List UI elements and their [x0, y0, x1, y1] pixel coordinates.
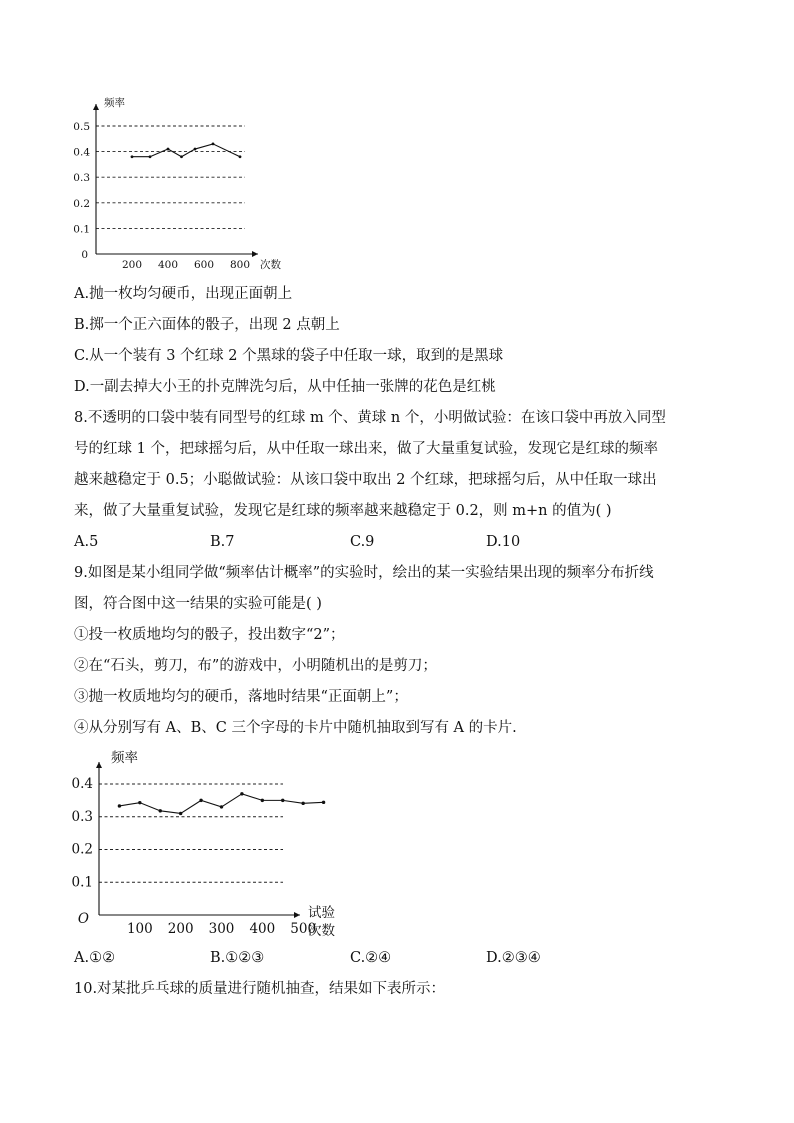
x-tick-label: 200: [121, 259, 143, 271]
q8-option-d[interactable]: D.10: [486, 534, 521, 550]
y-axis-arrow: [93, 104, 99, 110]
data-point: [239, 155, 242, 158]
x-tick-label: 100: [126, 921, 153, 937]
q8-text-line: 来，做了大量重复试验，发现它是红球的频率越来越稳定于 0.2，则 m+n 的值为( ): [74, 503, 612, 519]
x-axis-label: 次数: [308, 923, 335, 939]
data-point: [301, 802, 304, 805]
q8-option-b[interactable]: B.7: [210, 534, 235, 550]
x-tick-label: 500: [290, 921, 317, 937]
y-tick-label: 0.3: [73, 172, 90, 185]
x-tick-label: 200: [167, 921, 194, 937]
y-tick-label: 0.2: [71, 841, 93, 858]
y-tick-label: 0.5: [73, 121, 90, 133]
data-point: [261, 799, 264, 802]
data-point: [149, 155, 152, 158]
data-point: [159, 809, 162, 812]
y-tick-label: 0.4: [71, 776, 93, 792]
x-axis-arrow: [294, 912, 300, 918]
data-point: [180, 155, 183, 158]
q7-option-a[interactable]: A.抛一枚均匀硬币，出现正面朝上: [74, 286, 293, 302]
data-point: [138, 801, 141, 804]
q7-option-d[interactable]: D.一副去掉大小王的扑克牌洗匀后，从中任抽一张牌的花色是红桃: [74, 379, 496, 395]
data-point: [179, 812, 182, 815]
q9-option-c[interactable]: C.②④: [350, 950, 392, 966]
data-point: [131, 155, 134, 158]
data-point: [118, 804, 121, 807]
series-line: [132, 144, 240, 157]
q9-option-a[interactable]: A.①②: [74, 950, 116, 966]
x-tick-label: 400: [249, 921, 276, 937]
data-point: [167, 148, 170, 151]
q7-option-b[interactable]: B.掷一个正六面体的骰子，出现 2 点朝上: [74, 317, 340, 333]
x-axis-arrow: [252, 251, 258, 257]
q9-statement-3: ③抛一枚质地均匀的硬币，落地时结果“正面朝上”；: [74, 689, 408, 705]
series-line: [119, 794, 323, 814]
q8-text-line: 8.不透明的口袋中装有同型号的红球 m 个、黄球 n 个，小明做试验：在该口袋中再放入同型: [74, 410, 666, 426]
x-axis-label: 次数: [260, 259, 281, 271]
q9-statement-1: ①投一枚质地均匀的骰子，投出数字“2”；: [74, 627, 345, 643]
data-point: [194, 148, 197, 151]
data-point: [220, 805, 223, 808]
q9-statement-4: ④从分别写有 A、B、C 三个字母的卡片中随机抽取到写有 A 的卡片.: [74, 720, 517, 736]
y-axis-label: 频率: [111, 750, 138, 766]
x-tick-label: 300: [208, 921, 235, 937]
y-tick-label: 0.2: [73, 197, 90, 210]
x-axis-label: 试验: [308, 905, 335, 921]
data-point: [212, 143, 215, 146]
q9-option-d[interactable]: D.②③④: [486, 950, 541, 966]
y-axis-label: 频率: [104, 97, 125, 109]
x-tick-label: 800: [229, 259, 251, 271]
data-point: [281, 799, 284, 802]
q8-option-a[interactable]: A.5: [74, 534, 99, 550]
y-tick-label: 0.4: [73, 146, 90, 159]
q9-text-line: 9.如图是某小组同学做“频率估计概率”的实验时，绘出的某一实验结果出现的频率分布折线: [74, 565, 654, 581]
y-tick-label: 0.1: [71, 874, 93, 891]
x-tick-label: 600: [193, 259, 215, 271]
q8-option-c[interactable]: C.9: [350, 534, 375, 550]
origin-label: 0: [81, 249, 88, 261]
x-tick-label: 400: [157, 259, 179, 271]
data-point: [322, 801, 325, 804]
q8-text-line: 号的红球 1 个，把球摇匀后，从中任取一球出来，做了大量重复试验，发现它是红球的频率: [74, 441, 658, 457]
y-tick-label: 0.1: [73, 223, 90, 236]
y-tick-label: 0.3: [71, 808, 93, 825]
y-axis-arrow: [96, 762, 102, 768]
origin-label: O: [77, 911, 89, 927]
q10-text: 10.对某批乒乓球的质量进行随机抽查，结果如下表所示：: [74, 981, 446, 997]
q9-statement-2: ②在“石头，剪刀，布”的游戏中，小明随机出的是剪刀；: [74, 658, 437, 674]
data-point: [199, 799, 202, 802]
data-point: [240, 792, 243, 795]
q8-text-line: 越来越稳定于 0.5；小聪做试验：从该口袋中取出 2 个红球，把球摇匀后，从中任取一球出: [74, 472, 657, 488]
q9-option-b[interactable]: B.①②③: [210, 950, 265, 966]
q9-text-line: 图，符合图中这一结果的实验可能是( ): [74, 596, 322, 612]
q7-option-c[interactable]: C.从一个装有 3 个红球 2 个黑球的袋子中任取一球，取到的是黑球: [74, 348, 504, 364]
